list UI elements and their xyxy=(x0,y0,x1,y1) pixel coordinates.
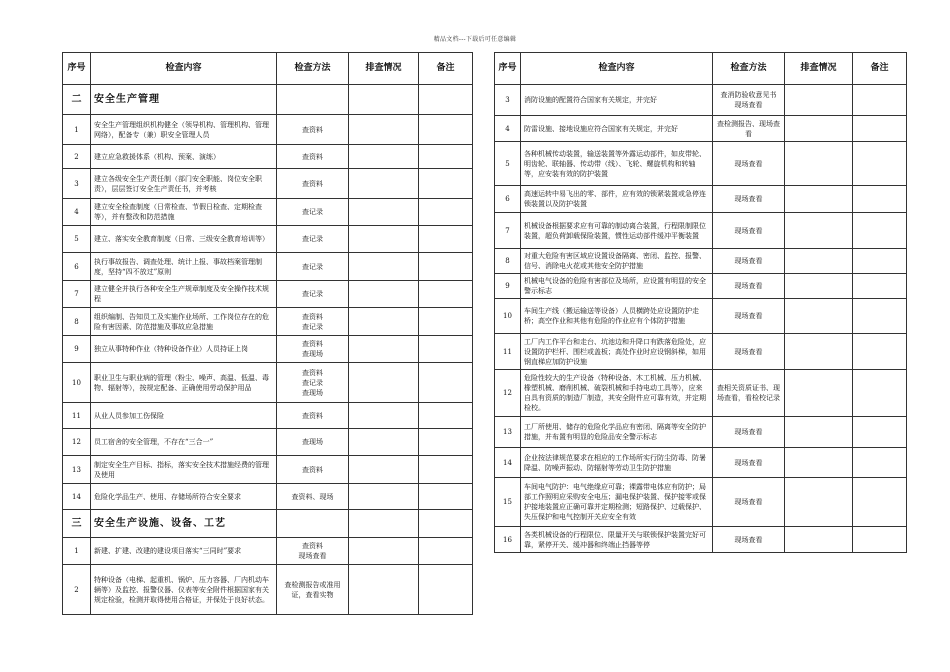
item-number: 13 xyxy=(495,417,521,448)
table-row xyxy=(63,169,473,199)
status-cell xyxy=(349,253,419,281)
checklist-table-right xyxy=(494,52,907,553)
item-method: 查资料 xyxy=(277,403,349,429)
item-content: 员工宿舍的安全管理，不存在“三合一” xyxy=(91,429,277,456)
item-number: 2 xyxy=(63,565,91,615)
item-content: 独立从事特种作业（特种设备作业）人员持证上岗 xyxy=(91,336,277,363)
table-row xyxy=(495,299,907,334)
remark-cell xyxy=(419,429,473,456)
col-remark-header: 备注 xyxy=(419,53,473,85)
status-cell xyxy=(785,186,853,213)
item-number: 2 xyxy=(63,145,91,169)
item-method: 查记录 xyxy=(277,281,349,308)
status-cell xyxy=(785,85,853,116)
remark-cell xyxy=(419,145,473,169)
remark-cell xyxy=(419,363,473,403)
remark-cell xyxy=(853,527,907,553)
item-content: 高速运转中易飞出的零、部件，应有效的锁紧装置或急停连锁装置以及防护装置 xyxy=(521,186,713,213)
item-number: 4 xyxy=(495,116,521,142)
item-method: 查资料 查现场 xyxy=(277,336,349,363)
item-content: 组织编制、告知员工及实施作业场所、工作岗位存在的危险有害因素、防范措施及事故应急措施 xyxy=(91,308,277,336)
remark-cell xyxy=(419,85,473,115)
item-method: 查资料 xyxy=(277,169,349,199)
item-number: 12 xyxy=(63,429,91,456)
status-cell xyxy=(785,249,853,274)
item-content: 制定安全生产目标、指标，落实安全技术措施经费的管理及使用 xyxy=(91,456,277,484)
item-content: 从业人员参加工伤保险 xyxy=(91,403,277,429)
item-number: 3 xyxy=(63,169,91,199)
table-row xyxy=(63,538,473,565)
item-number: 5 xyxy=(63,226,91,253)
table-row xyxy=(63,484,473,510)
item-method: 现场查看 xyxy=(713,299,785,334)
remark-cell xyxy=(853,142,907,186)
item-number: 8 xyxy=(63,308,91,336)
remark-cell xyxy=(419,538,473,565)
section-title: 安全生产设施、设备、工艺 xyxy=(91,510,277,538)
item-content: 企业按法律规范要求在相应的工作场所实行防尘防毒、防暑降温、防噪声振动、防辐射等劳动卫生防护措施 xyxy=(521,448,713,478)
item-content: 执行事故报告、调查处理、统计上报、事故档案管理制度，坚持“四不放过”原则 xyxy=(91,253,277,281)
status-cell xyxy=(785,370,853,417)
col-status-header: 排查情况 xyxy=(785,53,853,85)
status-cell xyxy=(349,281,419,308)
item-method: 现场查看 xyxy=(713,448,785,478)
item-method: 查检测报告、现场查看 xyxy=(713,116,785,142)
status-cell xyxy=(785,142,853,186)
table-row xyxy=(495,85,907,116)
item-method: 现场查看 xyxy=(713,417,785,448)
item-content: 防雷设施、接地设施应符合国家有关规定，并完好 xyxy=(521,116,713,142)
item-content: 机械电气设备的危险有害部位及场所，应设置有明显的安全警示标志 xyxy=(521,274,713,299)
item-number: 9 xyxy=(63,336,91,363)
checklist-table-left xyxy=(62,52,473,615)
item-method: 现场查看 xyxy=(713,478,785,527)
item-number: 4 xyxy=(63,199,91,226)
status-cell xyxy=(785,334,853,370)
remark-cell xyxy=(419,336,473,363)
remark-cell xyxy=(853,334,907,370)
table-row xyxy=(63,115,473,145)
item-method: 查消防验收意见书 现场查看 xyxy=(713,85,785,116)
status-cell xyxy=(785,478,853,527)
item-content: 车间生产线（搬运输送等设备）人员横跨处应设置防护走桥；高空作业和其他有危险的作业应有个体防护措施 xyxy=(521,299,713,334)
item-content: 建立、落实安全教育制度（日常、三级安全教育培训等） xyxy=(91,226,277,253)
remark-cell xyxy=(853,370,907,417)
status-cell xyxy=(349,565,419,615)
status-cell xyxy=(349,145,419,169)
item-number: 9 xyxy=(495,274,521,299)
status-cell xyxy=(349,226,419,253)
item-content: 消防设施的配置符合国家有关规定，并完好 xyxy=(521,85,713,116)
status-cell xyxy=(785,274,853,299)
item-method: 查资料 xyxy=(277,456,349,484)
col-content-header: 检查内容 xyxy=(521,53,713,85)
item-method: 查现场 xyxy=(277,429,349,456)
status-cell xyxy=(349,363,419,403)
table-row xyxy=(63,226,473,253)
status-cell xyxy=(349,308,419,336)
table-row xyxy=(495,186,907,213)
table-row xyxy=(63,199,473,226)
section-row xyxy=(63,85,473,115)
item-number: 1 xyxy=(63,115,91,145)
remark-cell xyxy=(853,85,907,116)
remark-cell xyxy=(419,169,473,199)
table-row xyxy=(63,336,473,363)
remark-cell xyxy=(853,417,907,448)
table-header-row xyxy=(495,53,907,85)
table-row xyxy=(63,281,473,308)
item-method: 查记录 xyxy=(277,226,349,253)
method-cell xyxy=(277,510,349,538)
table-header-row xyxy=(63,53,473,85)
remark-cell xyxy=(419,281,473,308)
col-content-header: 检查内容 xyxy=(91,53,277,85)
remark-cell xyxy=(853,478,907,527)
item-content: 危险化学品生产、使用、存储场所符合安全要求 xyxy=(91,484,277,510)
status-cell xyxy=(785,448,853,478)
remark-cell xyxy=(419,115,473,145)
item-method: 现场查看 xyxy=(713,142,785,186)
item-content: 新建、扩建、改建的建设项目落实“三同时”要求 xyxy=(91,538,277,565)
item-content: 建立应急救援体系（机构、预案、演练） xyxy=(91,145,277,169)
item-method: 查资料 xyxy=(277,115,349,145)
item-number: 6 xyxy=(495,186,521,213)
item-method: 现场查看 xyxy=(713,186,785,213)
status-cell xyxy=(785,116,853,142)
item-number: 5 xyxy=(495,142,521,186)
item-number: 14 xyxy=(63,484,91,510)
item-content: 特种设备（电梯、起重机、锅炉、压力容器、厂内机动车辆等）及监控、报警仪器、仪表等安全附件根据国家有关规定检验，检测并取得使用合格证，并保处于良好状态。 xyxy=(91,565,277,615)
item-number: 10 xyxy=(63,363,91,403)
item-content: 安全生产管理组织机构健全（领导机构、管理机构、管理网络），配备专（兼）职安全管理人员 xyxy=(91,115,277,145)
table-row xyxy=(495,116,907,142)
table-row xyxy=(63,456,473,484)
col-no-header: 序号 xyxy=(495,53,521,85)
item-method: 现场查看 xyxy=(713,249,785,274)
item-method: 现场查看 xyxy=(713,213,785,249)
table-row xyxy=(495,213,907,249)
item-method: 查资料 现场查看 xyxy=(277,538,349,565)
item-method: 查记录 xyxy=(277,253,349,281)
item-content: 职业卫生与职业病的管理（粉尘、噪声、高温、低温、毒物、辐射等），按规定配备、正确使用劳动保护用品 xyxy=(91,363,277,403)
section-title: 安全生产管理 xyxy=(91,85,277,115)
item-content: 建立健全并执行各种安全生产规章制度及安全操作技术规程 xyxy=(91,281,277,308)
item-content: 工厂所使用、储存的危险化学品应有密闭、隔离等安全防护措施，并布置有明显的危险品安全警示标志 xyxy=(521,417,713,448)
remark-cell xyxy=(419,456,473,484)
item-number: 15 xyxy=(495,478,521,527)
item-method: 查检测报告或准用证，查看实物 xyxy=(277,565,349,615)
table-row xyxy=(63,565,473,615)
status-cell xyxy=(785,299,853,334)
item-number: 8 xyxy=(495,249,521,274)
status-cell xyxy=(785,213,853,249)
remark-cell xyxy=(419,199,473,226)
item-method: 现场查看 xyxy=(713,334,785,370)
item-number: 7 xyxy=(63,281,91,308)
table-row xyxy=(495,527,907,553)
status-cell xyxy=(349,115,419,145)
remark-cell xyxy=(853,274,907,299)
table-row xyxy=(495,142,907,186)
status-cell xyxy=(349,456,419,484)
table-row xyxy=(63,363,473,403)
item-number: 6 xyxy=(63,253,91,281)
status-cell xyxy=(349,199,419,226)
table-row xyxy=(63,253,473,281)
remark-cell xyxy=(853,116,907,142)
remark-cell xyxy=(853,249,907,274)
item-method: 查相关资质证书、现场查看，看检校记录 xyxy=(713,370,785,417)
col-remark-header: 备注 xyxy=(853,53,907,85)
section-row xyxy=(63,510,473,538)
status-cell xyxy=(349,336,419,363)
table-row xyxy=(495,370,907,417)
remark-cell xyxy=(419,308,473,336)
remark-cell xyxy=(419,510,473,538)
table-row xyxy=(495,478,907,527)
item-number: 16 xyxy=(495,527,521,553)
item-content: 机械设备根据要求应有可靠的制动离合装置，行程限制限位装置，超负荷卸载保险装置，惯性运动部件缓冲平衡装置 xyxy=(521,213,713,249)
status-cell xyxy=(349,85,419,115)
method-cell xyxy=(277,85,349,115)
item-content: 建立安全检查制度（日常检查、节假日检查、定期检查等），并有整改和防范措施 xyxy=(91,199,277,226)
table-row xyxy=(495,274,907,299)
item-content: 危险性较大的生产设备（特种设备、木工机械、压力机械、橡塑机械、磨削机械、破裂机械和手持电动工具等），应来自具有资质的制造厂制造，其安全附件应可靠有效，并定期检校。 xyxy=(521,370,713,417)
table-row xyxy=(495,249,907,274)
remark-cell xyxy=(419,484,473,510)
table-row xyxy=(63,145,473,169)
table-row xyxy=(495,334,907,370)
item-method: 现场查看 xyxy=(713,274,785,299)
remark-cell xyxy=(419,226,473,253)
item-content: 车间电气防护：电气绝缘应可靠；裸露带电体应有防护；局部工作照明应采购安全电压；漏电保护装置、保护接零或保护接地装置应正确可靠并定期检测；短路保护、过载保护、失压保护和电气控制开关应安全有效 xyxy=(521,478,713,527)
item-number: 13 xyxy=(63,456,91,484)
section-number: 三 xyxy=(63,510,91,538)
remark-cell xyxy=(853,448,907,478)
table-row xyxy=(495,417,907,448)
item-method: 查资料、现场 xyxy=(277,484,349,510)
item-number: 3 xyxy=(495,85,521,116)
item-content: 工厂内工作平台和走台、坑池边和升降口有跌落危险处，应设置防护栏杆、围栏或盖板；高处作业时应设钢斜梯，如用钢直梯应加防护设施 xyxy=(521,334,713,370)
table-row xyxy=(63,429,473,456)
remark-cell xyxy=(419,403,473,429)
item-number: 11 xyxy=(63,403,91,429)
document-header-note: 精品文档---下载后可任意编辑 xyxy=(433,36,517,43)
item-method: 现场查看 xyxy=(713,527,785,553)
remark-cell xyxy=(853,299,907,334)
item-number: 1 xyxy=(63,538,91,565)
item-method: 查资料 查记录 查现场 xyxy=(277,363,349,403)
col-no-header: 序号 xyxy=(63,53,91,85)
status-cell xyxy=(349,484,419,510)
table-row xyxy=(63,403,473,429)
item-method: 查资料 查记录 xyxy=(277,308,349,336)
col-method-header: 检查方法 xyxy=(277,53,349,85)
status-cell xyxy=(349,169,419,199)
status-cell xyxy=(349,403,419,429)
status-cell xyxy=(349,429,419,456)
item-number: 10 xyxy=(495,299,521,334)
table-row xyxy=(495,448,907,478)
status-cell xyxy=(785,417,853,448)
item-number: 14 xyxy=(495,448,521,478)
status-cell xyxy=(349,538,419,565)
remark-cell xyxy=(419,253,473,281)
remark-cell xyxy=(853,186,907,213)
section-number: 二 xyxy=(63,85,91,115)
status-cell xyxy=(349,510,419,538)
item-content: 对重大危险有害区域应设置设备隔离、密闭、监控、报警、信号、消除电火花或其他安全防护措施 xyxy=(521,249,713,274)
status-cell xyxy=(785,527,853,553)
remark-cell xyxy=(853,213,907,249)
item-content: 各种机械传动装置，输送装置等外露运动部件，如皮带轮、明齿轮、联轴器、传动带（线）、飞轮、螺旋机构和转轴等，应安装有效的防护装置 xyxy=(521,142,713,186)
col-method-header: 检查方法 xyxy=(713,53,785,85)
item-number: 11 xyxy=(495,334,521,370)
item-content: 建立各级安全生产责任制（部门安全职能、岗位安全职责），层层签订安全生产责任书，并考核 xyxy=(91,169,277,199)
item-content: 各类机械设备的行程限位、限量开关与联锁保护装置完好可靠，紧停开关、缓冲器和终端止挡器等停 xyxy=(521,527,713,553)
item-number: 7 xyxy=(495,213,521,249)
item-number: 12 xyxy=(495,370,521,417)
item-method: 查记录 xyxy=(277,199,349,226)
table-row xyxy=(63,308,473,336)
remark-cell xyxy=(419,565,473,615)
item-method: 查资料 xyxy=(277,145,349,169)
col-status-header: 排查情况 xyxy=(349,53,419,85)
